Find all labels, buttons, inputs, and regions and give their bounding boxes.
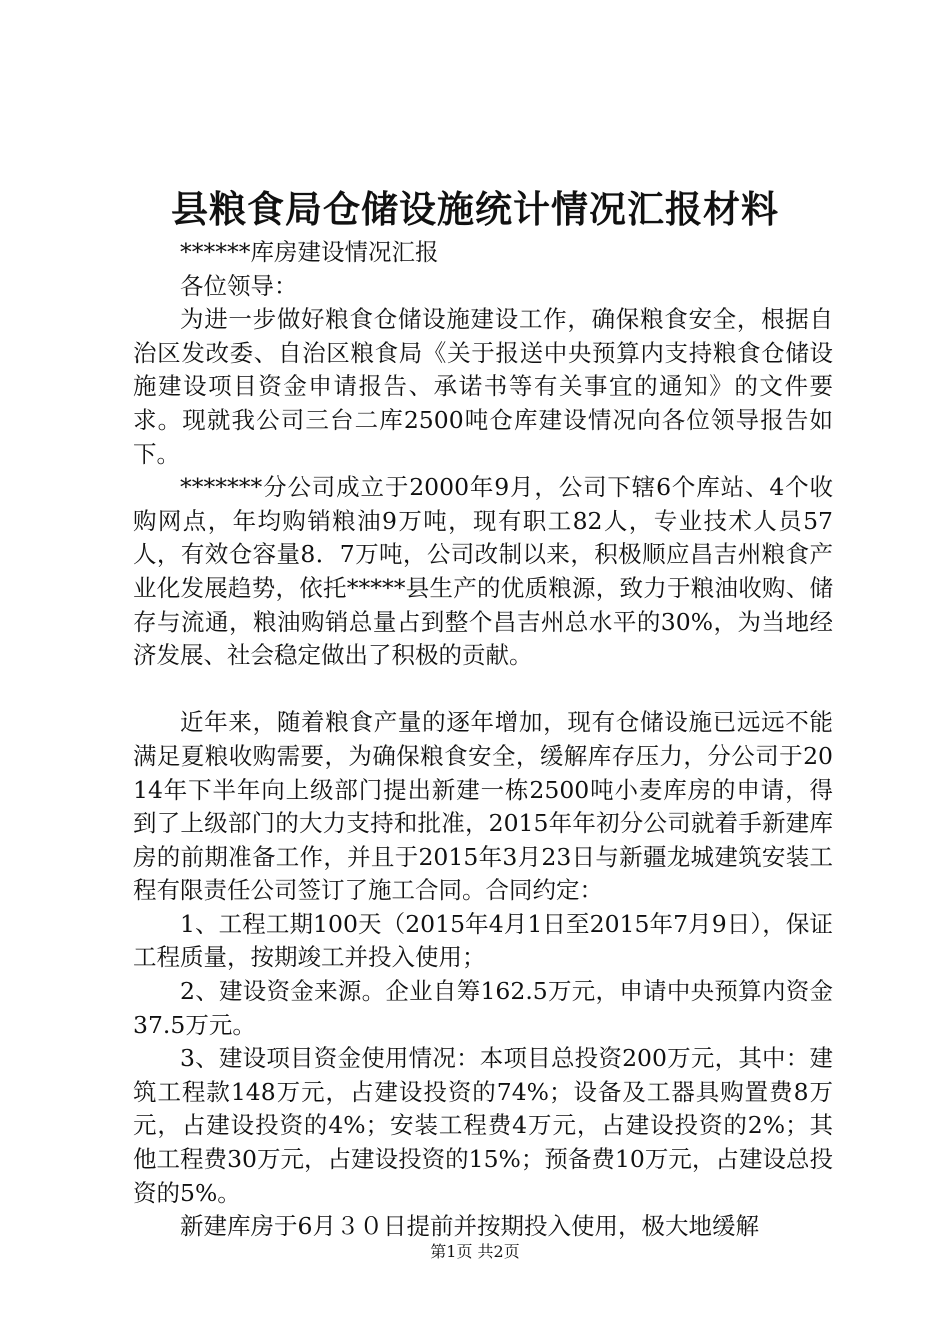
paragraph-intro: 为进一步做好粮食仓储设施建设工作，确保粮食安全，根据自治区发改委、自治区粮食局《关于报送中央预算内支持粮食仓储设施建设项目资金申请报告、承诺书等有关事宜的通知》的文件要求。现就我公司三台二库2500吨仓库建设情况向各位领导报告如下。 xyxy=(133,305,833,468)
paragraph-completion: 新建库房于6月３０日提前并按期投入使用，极大地缓解 xyxy=(180,1212,759,1241)
document-body xyxy=(133,236,833,1244)
paragraph-company-profile: *******分公司成立于2000年9月，公司下辖6个库站、4个收购网点，年均购销粮油9万吨，现有职工82人，专业技术人员57人，有效仓容量8．7万吨，公司改制以来，积极顺应昌吉州粮食产业化发展趋势，依托*****县生产的优质粮源，致力于粮油收购、储存与流通，粮油购销总量占到整个昌吉州总水平的30%，为当地经济发展、社会稳定做出了积极的贡献。 xyxy=(133,473,833,670)
document-title: 县粮食局仓储设施统计情况汇报材料 xyxy=(171,187,779,231)
contract-item-2: 2、建设资金来源。企业自筹162.5万元，申请中央预算内资金37.5万元。 xyxy=(133,977,833,1039)
contract-item-1: 1、工程工期100天（2015年4月1日至2015年7月9日），保证工程质量，按期竣工并投入使用； xyxy=(133,909,833,972)
salutation: 各位领导： xyxy=(180,271,298,300)
paragraph-background: 近年来，随着粮食产量的逐年增加，现有仓储设施已远远不能满足夏粮收购需要，为确保粮食安全，缓解库存压力，分公司于2014年下半年向上级部门提出新建一栋2500吨小麦库房的申请，得到了上级部门的大力支持和批准，2015年年初分公司就着手新建库房的前期准备工作，并且于2015年3月23日与新疆龙城建筑安装工程有限责任公司签订了施工合同。合同约定： xyxy=(133,708,833,905)
contract-item-3: 3、建设项目资金使用情况：本项目总投资200万元，其中：建筑工程款148万元，占建设投资的74%；设备及工器具购置费8万元，占建设投资的4%；安装工程费4万元，占建设投资的2%；其他工程费30万元，占建设投资的15%；预备费10万元，占建设总投资的5%。 xyxy=(133,1044,833,1207)
report-subtitle: ******库房建设情况汇报 xyxy=(180,238,439,266)
page-indicator: 第1页 共2页 xyxy=(430,1242,520,1261)
